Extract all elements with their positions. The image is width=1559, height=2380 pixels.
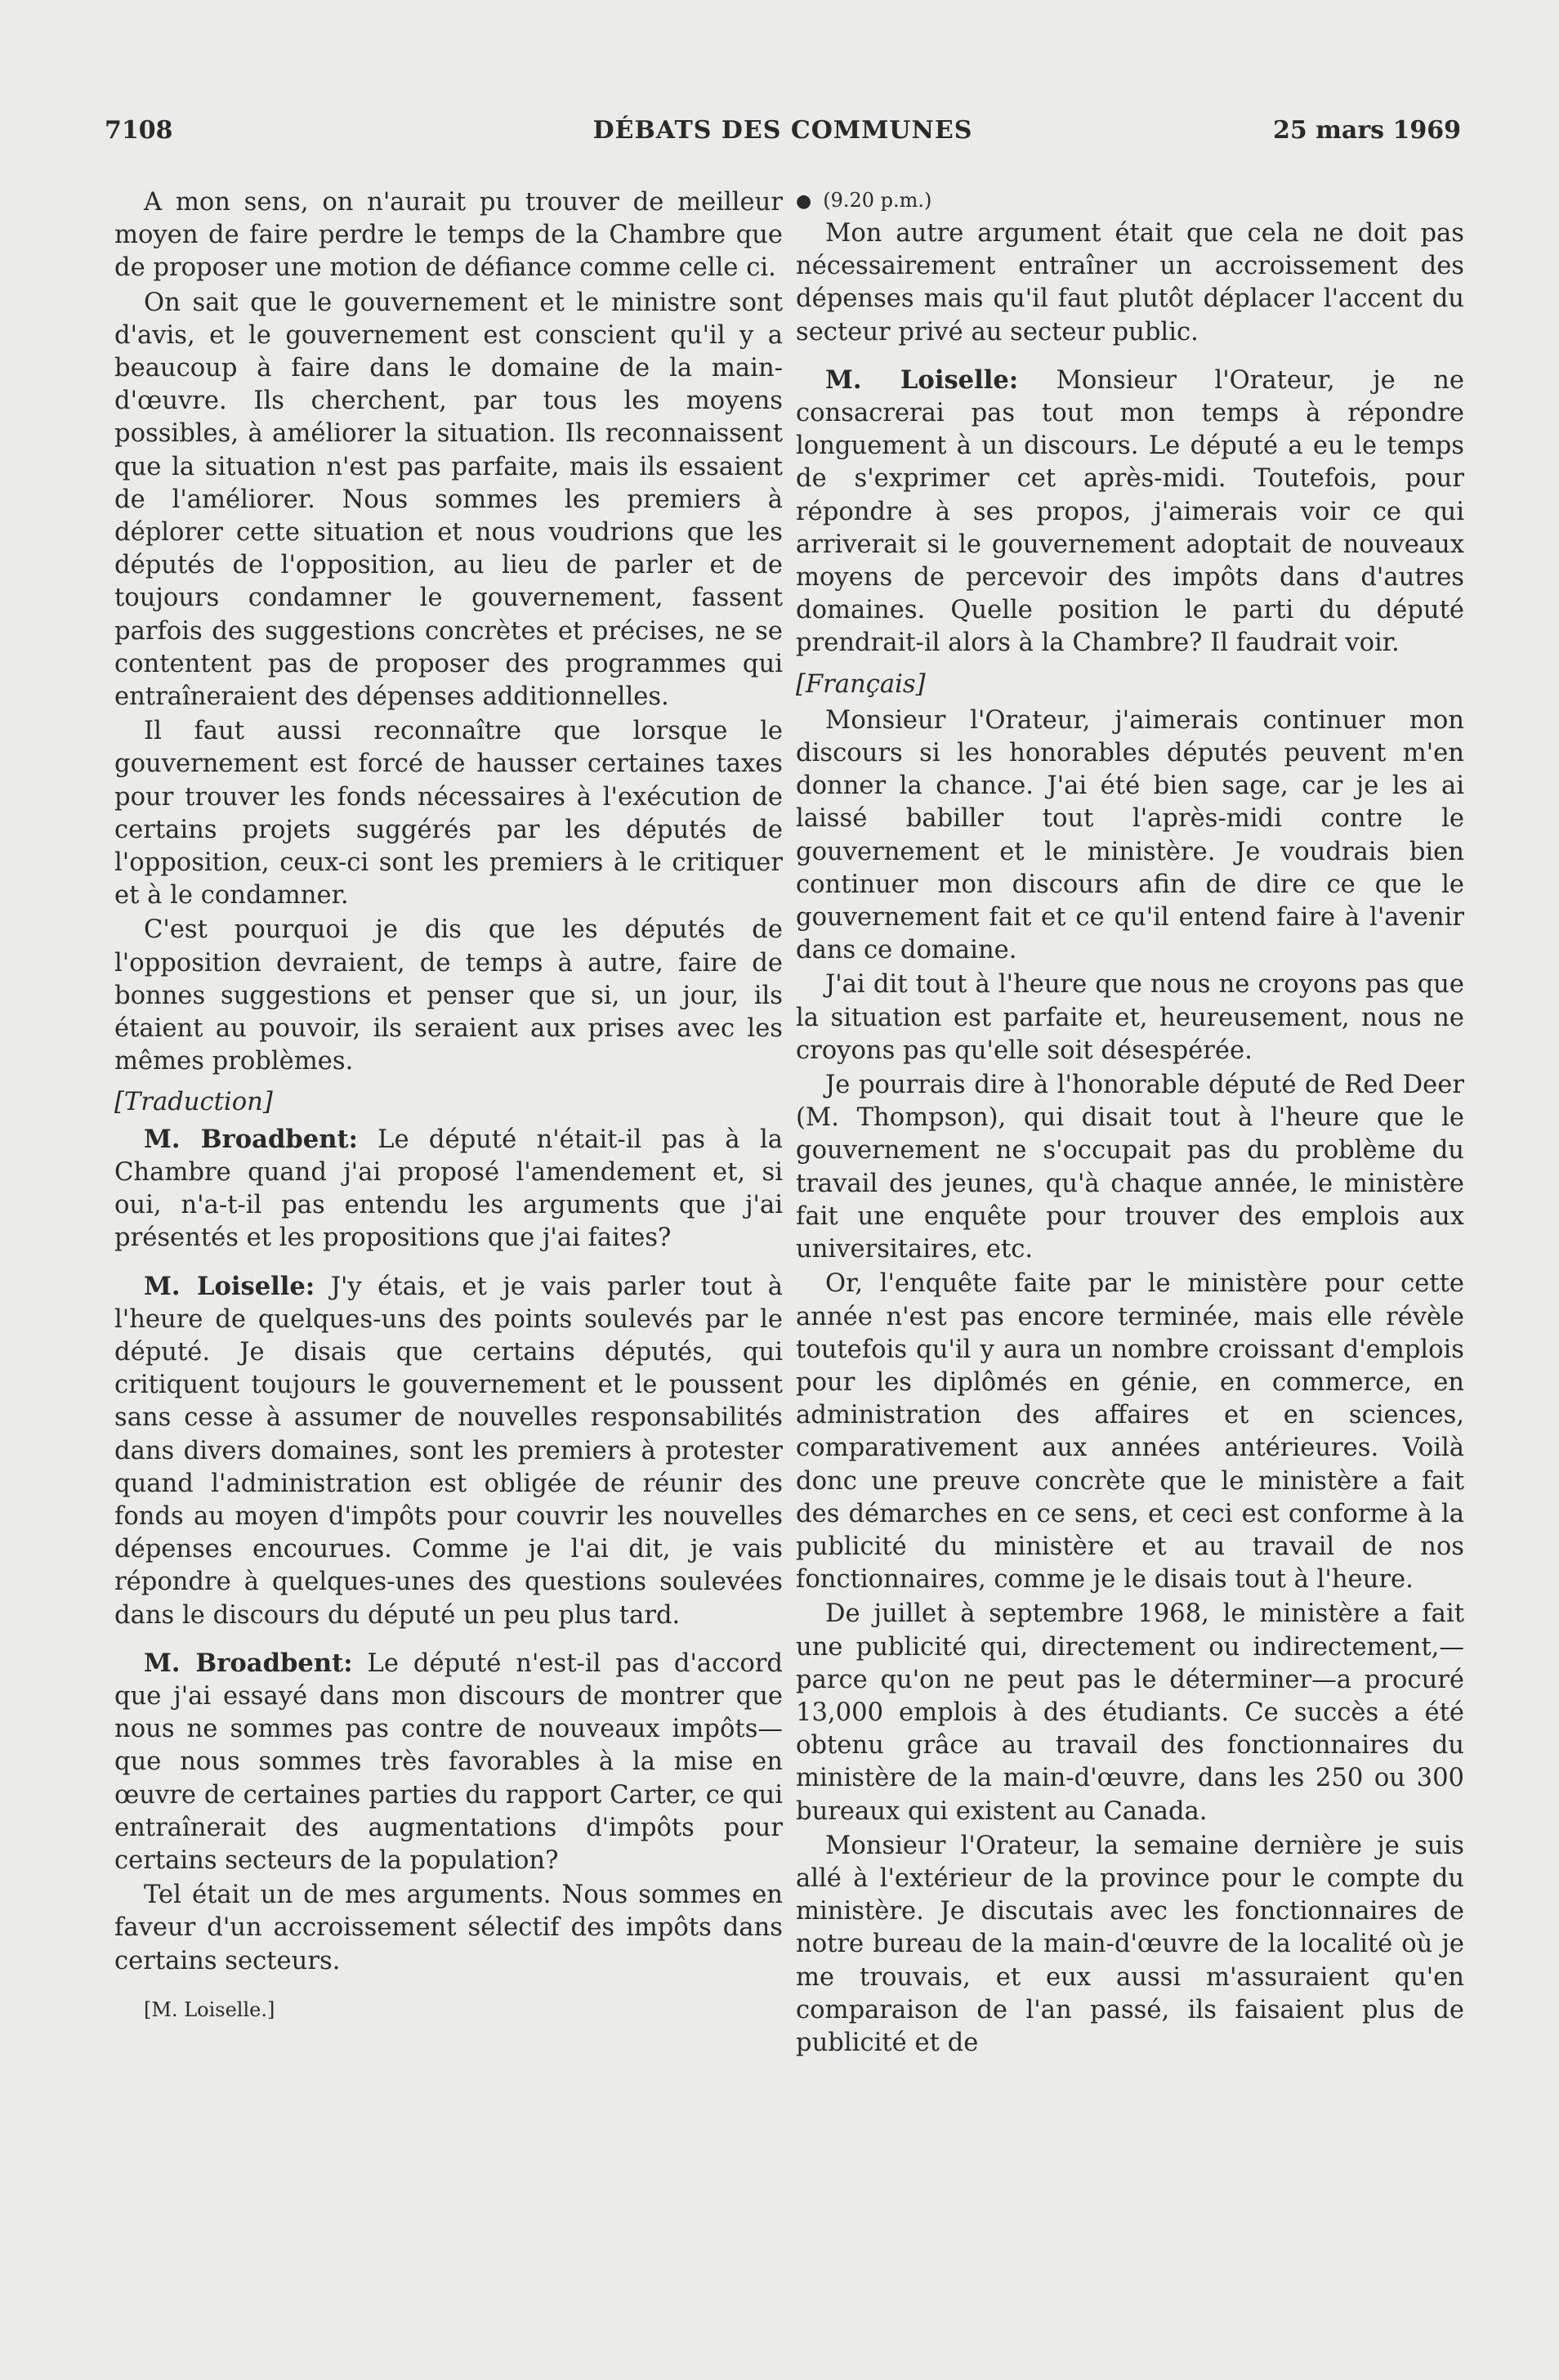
- bullet-icon: ●: [796, 191, 812, 212]
- speaker-name: M. Broadbent:: [144, 1648, 353, 1678]
- page-header: [105, 116, 1461, 157]
- paragraph: Monsieur l'Orateur, la semaine dernière je suis allé à l'extérieur de la province pour le compte du ministère. Je discutais avec les fonctionnaires de notre bureau de la main-d'œuvre de la localité où je me trouvais, et eux aussi m'assuraient qu'en comparaison de l'an passé, ils faisaient plus de publicité et de: [796, 1831, 1464, 2057]
- page-date: 25 mars 1969: [1272, 116, 1461, 145]
- running-footer: [M. Loiselle.]: [144, 1998, 275, 2021]
- right-column: [796, 186, 1464, 2061]
- paragraph: Tel était un de mes arguments. Nous sommes en faveur d'un accroissement sélectif des impôts dans certains secteurs.: [114, 1881, 783, 1975]
- speaker-name: M. Broadbent:: [144, 1124, 358, 1154]
- left-column: [114, 186, 783, 2025]
- paragraph: C'est pourquoi je dis que les députés de l'opposition devraient, de temps à autre, faire de bonnes suggestions et penser que si, un jour, ils étaient au pouvoir, ils seraient aux prises avec les mêmes problèmes.: [114, 915, 783, 1076]
- speaker-name: M. Loiselle:: [144, 1271, 315, 1301]
- paragraph: A mon sens, on n'aurait pu trouver de meilleur moyen de faire perdre le temps de la Chambre que de proposer une motion de défiance comme celle ci.: [114, 188, 783, 283]
- section-marker: [Français]: [796, 669, 926, 699]
- paragraph: Je pourrais dire à l'honorable député de Red Deer (M. Thompson), qui disait tout à l'heure que le gouvernement ne s'occupait pas du problème du travail des jeunes, qu'à chaque année, le ministère fait une enquête pour trouver des emplois aux universitaires, etc.: [796, 1071, 1464, 1264]
- speech-text: J'y étais, et je vais parler tout à l'heure de quelques-uns des points soulevés par le député. Je disais que certains députés, qui critiquent toujours le gouvernement et le poussent sans cesse à assumer de nouvelles responsabilités dans divers domaines, sont les premiers à protester quand l'administration est obligée de réunir des fonds au moyen d'impôts pour couvrir les nouvelles dépenses encourues. Comme je l'ai dit, je vais répondre à quelques-unes des questions soulevées dans le discours du député un peu plus tard.: [114, 1272, 783, 1630]
- paragraph: Mon autre argument était que cela ne doit pas nécessairement entraîner un accroissement des dépenses mais qu'il faut plutôt déplacer l'accent du secteur privé au secteur public.: [796, 219, 1464, 347]
- paragraph: Il faut aussi reconnaître que lorsque le gouvernement est forcé de hausser certaines taxes pour trouver les fonds nécessaires à l'exécution de certains projets suggérés par les députés de l'opposition, ceux-ci sont les premiers à le critiquer et à le condamner.: [114, 717, 783, 910]
- paragraph: Monsieur l'Orateur, j'aimerais continuer mon discours si les honorables députés peuvent m'en donner la chance. J'ai été bien sage, car je les ai laissé babiller tout l'après-midi contre le gouvernement et le ministère. Je voudrais bien continuer mon discours afin de dire ce que le gouvernement fait et ce qu'il entend faire à l'avenir dans ce domaine.: [796, 705, 1464, 965]
- speech-text: Le député n'était-il pas à la Chambre quand j'ai proposé l'amendement et, si oui, n'a-t-il pas entendu les arguments que j'ai présentés et les propositions que j'ai faites?: [114, 1125, 783, 1253]
- speaker-paragraph: [114, 1647, 783, 1877]
- paragraph: J'ai dit tout à l'heure que nous ne croyons pas que la situation est parfaite et, heureusement, nous ne croyons pas qu'elle soit désespérée.: [796, 970, 1464, 1065]
- speaker-name: M. Loiselle:: [825, 365, 1019, 395]
- paragraph: De juillet à septembre 1968, le ministère a fait une publicité qui, directement ou indirectement,—parce qu'on ne peut pas le déterminer—a procuré 13,000 emplois à des étudiants. Ce succès a été obtenu grâce au travail des fonctionnaires du ministère de la main-d'œuvre, dans les 250 ou 300 bureaux qui existent au Canada.: [796, 1599, 1464, 1826]
- section-marker: [Traduction]: [114, 1088, 273, 1117]
- timestamp-line: [796, 186, 1464, 216]
- paragraph: On sait que le gouvernement et le ministre sont d'avis, et le gouvernement est conscient qu'il y a beaucoup à faire dans le domaine de la main-d'œuvre. Ils cherchent, par tous les moyens possibles, à améliorer la situation. Ils reconnaissent que la situation n'est pas parfaite, mais ils essaient de l'améliorer. Nous sommes les premiers à déplorer cette situation et nous voudrions que les députés de l'opposition, au lieu de parler et de toujours condamner le gouvernement, fassent parfois des suggestions concrètes et précises, ne se contentent pas de proposer des programmes qui entraîneraient des dépenses additionnelles.: [114, 288, 783, 712]
- page-number: 7108: [105, 116, 173, 145]
- speaker-paragraph: [114, 1270, 783, 1632]
- speaker-paragraph: [796, 364, 1464, 660]
- paragraph: Or, l'enquête faite par le ministère pour cette année n'est pas encore terminée, mais elle révèle toutefois qu'il y aura un nombre croissant d'emplois pour les diplômés en génie, en commerce, en administration des affaires et en sciences, comparativement aux années antérieures. Voilà donc une preuve concrète que le ministère a fait des démarches en ce sens, et ceci est conforme à la publicité du ministère et au travail de nos fonctionnaires, comme je le disais tout à l'heure.: [796, 1269, 1464, 1595]
- speech-text: Monsieur l'Orateur, je ne consacrerai pas tout mon temps à répondre longuement à un discours. Le député a eu le temps de s'exprimer cet après-midi. Toutefois, pour répondre à ses propos, j'aimerais voir ce qui arriverait si le gouvernement adoptait de nouveaux moyens de percevoir des impôts dans d'autres domaines. Quelle position le parti du député prendrait-il alors à la Chambre? Il faudrait voir.: [796, 365, 1464, 658]
- timestamp: (9.20 p.m.): [823, 189, 932, 212]
- speaker-paragraph: [114, 1123, 783, 1255]
- publication-title: DÉBATS DES COMMUNES: [592, 116, 973, 145]
- speech-text: Le député n'est-il pas d'accord que j'ai essayé dans mon discours de montrer que nous ne sommes pas contre de nouveaux impôts—que nous sommes très favorables à la mise en œuvre de certaines parties du rapport Carter, ce qui entraînerait des augmentations d'impôts pour certains secteurs de la population?: [114, 1649, 783, 1875]
